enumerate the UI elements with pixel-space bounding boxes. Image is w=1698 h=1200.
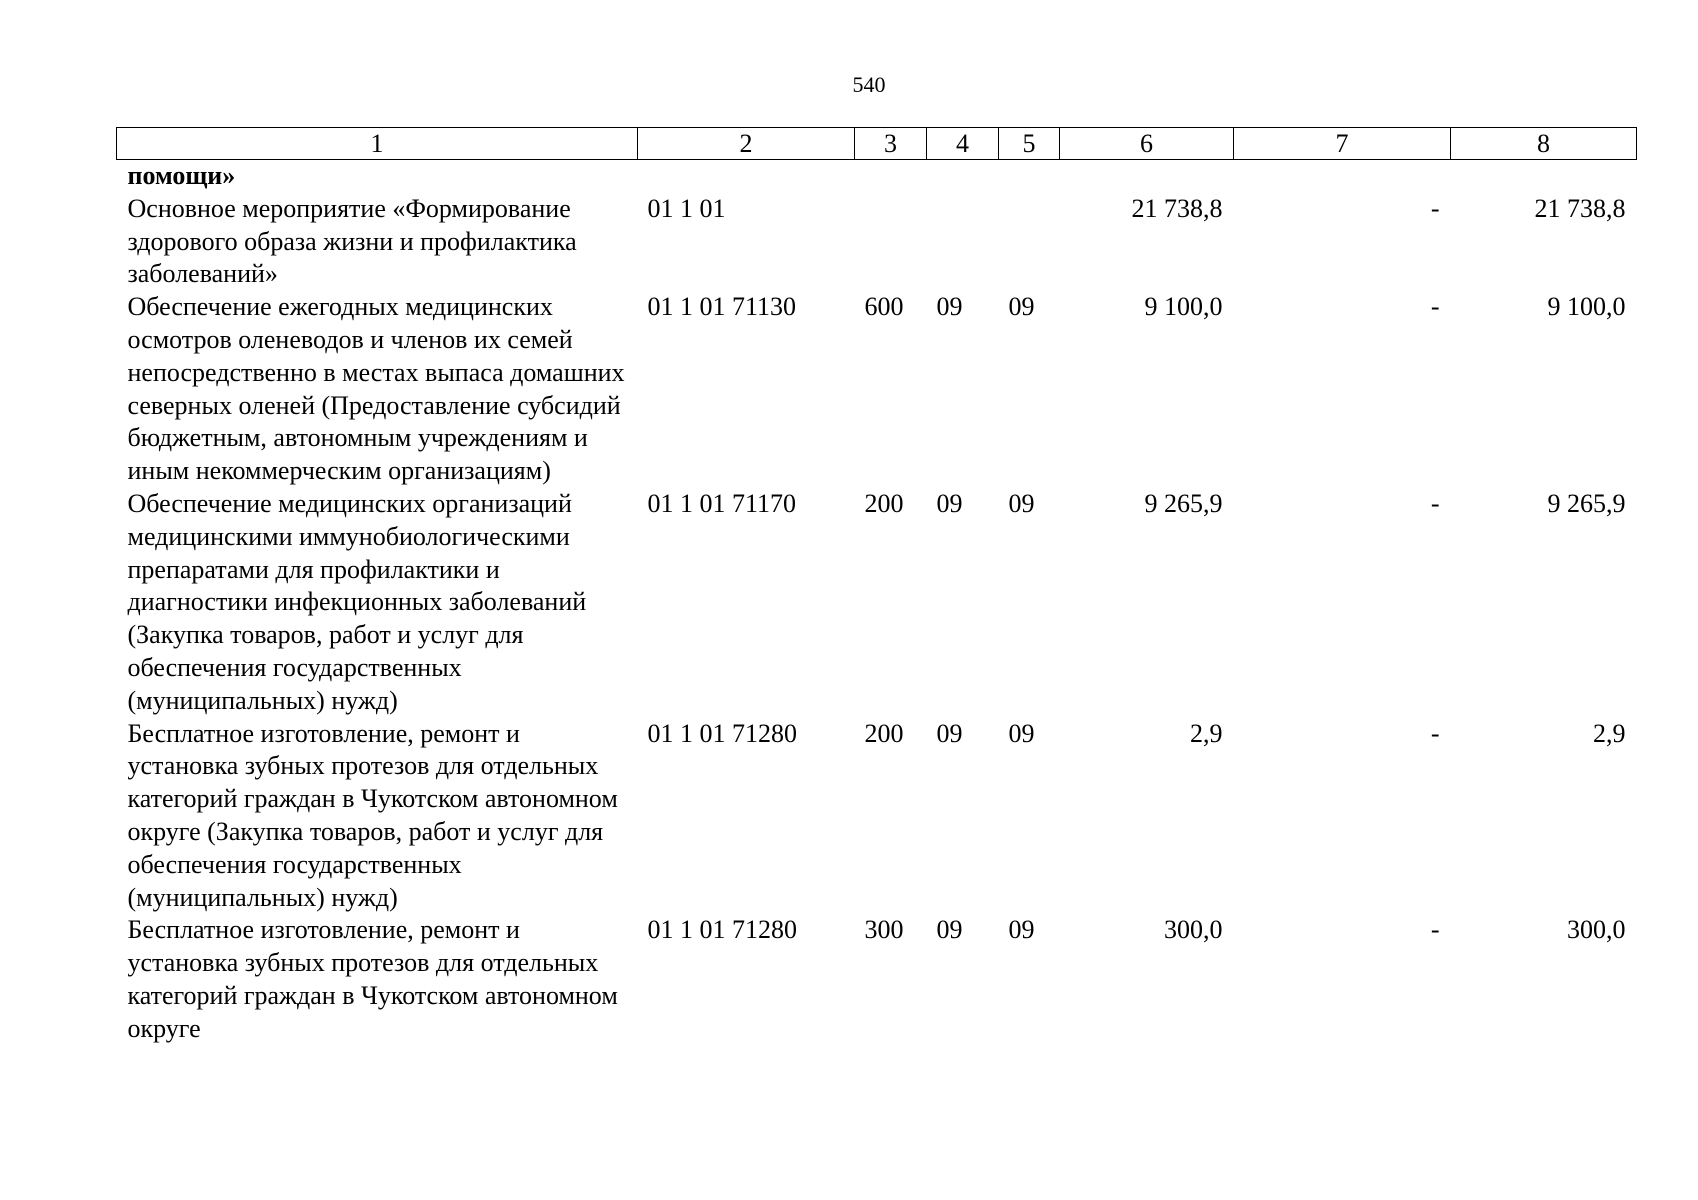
row-col-5 (999, 160, 1060, 193)
row-code (638, 160, 855, 193)
budget-table (116, 127, 1637, 1046)
row-col-7: - (1430, 488, 1440, 518)
column-header: 3 (855, 128, 927, 160)
row-name: Бесплатное изготовление, ремонт и установка зубных протезов для отдельных категорий граждан в Чукотском автономном округе (Закупка товаров, работ и услуг для обеспечения государственных (муниципальных) нужд) (127, 718, 618, 912)
table-row (117, 160, 1637, 193)
table-row (117, 291, 1637, 488)
row-name: Обеспечение медицинских организаций медицинскими иммунобиологическими препаратами для профилактики и диагностики инфекционных заболеваний (Закупка товаров, работ и услуг для обеспечения государственных (муниципальных) нужд) (127, 488, 587, 715)
row-col-6: 300,0 (1164, 915, 1223, 945)
row-col-6 (1060, 160, 1234, 193)
row-code: 01 1 01 71170 (647, 488, 797, 518)
row-col-5 (999, 193, 1060, 291)
row-col-6: 9 265,9 (1144, 488, 1223, 518)
row-name: Обеспечение ежегодных медицинских осмотров оленеводов и членов их семей непосредственно в местах выпаса домашних северных оленей (Предоставление субсидий бюджетным, автономным учреждениям и иным некоммерческим организациям) (127, 292, 625, 486)
row-col-4 (927, 160, 999, 193)
row-col-3: 600 (864, 292, 904, 322)
row-col-4: 09 (936, 718, 963, 748)
column-header: 2 (638, 128, 855, 160)
column-header: 7 (1234, 128, 1451, 160)
row-col-7: - (1430, 718, 1440, 748)
row-col-7 (1234, 160, 1451, 193)
row-name: Бесплатное изготовление, ремонт и установка зубных протезов для отдельных категорий граждан в Чукотском автономном округе (127, 915, 618, 1043)
column-header: 6 (1060, 128, 1234, 160)
row-col-3: 200 (864, 488, 904, 518)
row-col-3 (855, 193, 927, 291)
row-col-5: 09 (1008, 488, 1035, 518)
column-header: 1 (117, 128, 638, 160)
row-name: помощи» (127, 161, 236, 190)
row-col-7: - (1430, 193, 1440, 223)
row-col-8 (1451, 160, 1637, 193)
row-col-8: 9 265,9 (1547, 488, 1626, 518)
row-col-8: 21 738,8 (1534, 193, 1626, 223)
page-number: 540 (852, 72, 886, 97)
row-code: 01 1 01 71280 (647, 718, 797, 748)
row-col-8: 2,9 (1593, 718, 1626, 748)
row-col-5: 09 (1008, 718, 1035, 748)
row-col-3 (855, 160, 927, 193)
row-col-4: 09 (936, 292, 963, 322)
table-row (117, 193, 1637, 291)
row-col-8: 300,0 (1567, 915, 1626, 945)
row-col-6: 21 738,8 (1131, 193, 1223, 223)
row-code: 01 1 01 71130 (647, 292, 797, 322)
table-row (117, 488, 1637, 718)
row-col-3: 300 (864, 915, 904, 945)
row-code: 01 1 01 (647, 193, 726, 223)
row-col-4 (927, 193, 999, 291)
row-col-6: 2,9 (1190, 718, 1223, 748)
column-header: 5 (999, 128, 1060, 160)
row-col-7: - (1430, 292, 1440, 322)
row-col-6: 9 100,0 (1144, 292, 1223, 322)
table-row (117, 718, 1637, 915)
row-code: 01 1 01 71280 (647, 915, 797, 945)
row-name: Основное мероприятие «Формирование здорового образа жизни и профилактика заболеваний» (127, 193, 577, 289)
row-col-4: 09 (936, 915, 963, 945)
row-col-7: - (1430, 915, 1440, 945)
row-col-5: 09 (1008, 915, 1035, 945)
row-col-3: 200 (864, 718, 904, 748)
table-row (117, 914, 1637, 1045)
row-col-5: 09 (1008, 292, 1035, 322)
row-col-4: 09 (936, 488, 963, 518)
row-col-8: 9 100,0 (1547, 292, 1626, 322)
column-header: 8 (1451, 128, 1637, 160)
column-header: 4 (927, 128, 999, 160)
table-header-row (117, 128, 1637, 160)
